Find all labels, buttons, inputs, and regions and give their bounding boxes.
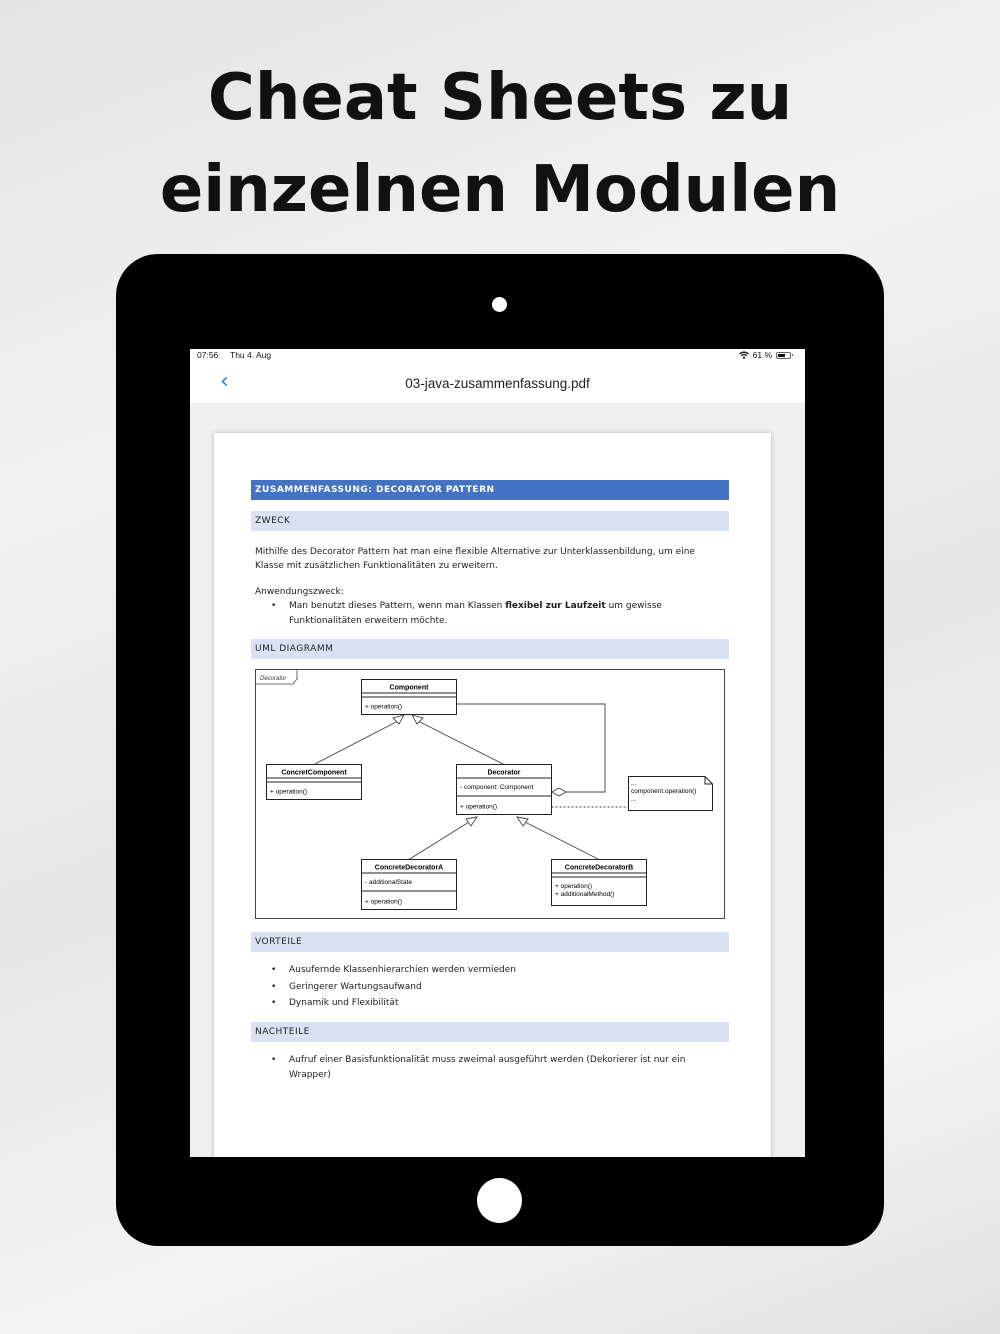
anwendung-item xyxy=(251,599,729,628)
home-button[interactable] xyxy=(477,1178,522,1223)
status-date: Thu 4. Aug xyxy=(230,350,272,360)
status-time: 07:56 xyxy=(197,350,219,360)
nav-bar xyxy=(190,363,805,403)
headline-line-2: einzelnen Modulen xyxy=(159,153,841,227)
nachteile-line-2: Wrapper) xyxy=(289,1069,331,1080)
uml-decorator-a-attrs: - additionalState xyxy=(365,879,412,886)
nachteile-item xyxy=(251,1053,729,1082)
heading-uml: UML DIAGRAMM xyxy=(251,639,729,659)
uml-class-decorator-b xyxy=(552,860,647,906)
zweck-line-2: Klasse mit zusätzlichen Funktionalitäten zu erweitern. xyxy=(255,561,498,571)
uml-component-ops: + operation() xyxy=(365,703,403,711)
uml-class-decorator xyxy=(457,765,552,815)
doc-title-bar: ZUSAMMENFASSUNG: DECORATOR PATTERN xyxy=(251,480,729,500)
tablet-frame xyxy=(116,254,884,1246)
pdf-page[interactable] xyxy=(214,433,771,1157)
battery-fill xyxy=(778,354,785,357)
heading-zweck: ZWECK xyxy=(251,511,729,531)
status-right xyxy=(739,350,791,360)
camera-dot xyxy=(492,297,507,312)
battery-icon xyxy=(776,352,791,359)
headline xyxy=(0,52,1000,236)
uml-decorator-attrs: - component: Component xyxy=(460,784,534,791)
status-bar xyxy=(190,349,805,363)
uml-decorator-name: Decorator xyxy=(487,769,521,777)
uml-class-decorator-a xyxy=(362,860,457,910)
vorteile-item: • Geringerer Wartungsaufwand xyxy=(251,980,729,995)
uml-diagram xyxy=(255,669,725,919)
uml-note xyxy=(629,777,713,811)
uml-decorator-b-name: ConcreteDecoratorB xyxy=(564,864,634,872)
zweck-line-1: Mithilfe des Decorator Pattern hat man eine flexible Alternative zur Unterklassenbildung, um eine xyxy=(255,547,695,557)
nachteile-list xyxy=(251,1053,729,1084)
uml-decorator-b-ops-2: + additionalMethod() xyxy=(555,891,615,898)
uml-decorator-a-name: ConcreteDecoratorA xyxy=(374,864,444,872)
uml-concrete-component-name: ConcretComponent xyxy=(281,769,347,777)
anwendung-pre: Man benutzt dieses Pattern, wenn man Klassen xyxy=(289,601,506,611)
uml-decorator-a-ops: + operation() xyxy=(365,898,403,906)
heading-vorteile: VORTEILE xyxy=(251,932,729,952)
uml-note-dots-2: ... xyxy=(631,797,637,803)
uml-decorator-b-ops-1: + operation() xyxy=(555,883,593,890)
anwendung-bold: flexibel zur Laufzeit xyxy=(505,601,606,611)
uml-note-text: component.operation() xyxy=(631,788,697,795)
vorteile-item: • Ausufernde Klassenhierarchien werden vermieden xyxy=(251,963,729,978)
anwendung-line-2: Funktionalitäten erweitern möchte. xyxy=(289,615,448,626)
uml-class-component xyxy=(362,680,457,715)
headline-line-1: Cheat Sheets zu xyxy=(207,61,793,135)
uml-concrete-component-ops: + operation() xyxy=(270,788,308,796)
anwendung-list xyxy=(251,599,729,630)
battery-percent: 61 % xyxy=(752,350,772,360)
zweck-text xyxy=(251,545,729,573)
anwendung-post: um gewisse xyxy=(605,601,662,611)
uml-component-name: Component xyxy=(389,684,429,692)
wifi-icon xyxy=(739,351,749,359)
uml-decorator-ops: + operation() xyxy=(460,803,498,811)
chevron-left-icon[interactable]: ‹ xyxy=(220,369,229,394)
document-title: 03-java-zusammenfassung.pdf xyxy=(405,376,590,391)
nachteile-line-1: Aufruf einer Basisfunktionalität muss zweimal ausgeführt werden (Dekorierer ist nur ein xyxy=(289,1055,686,1065)
uml-frame-label: Decorator xyxy=(260,676,287,682)
uml-note-dots-1: ... xyxy=(631,781,637,787)
vorteile-list xyxy=(251,963,729,1013)
anwendung-label: Anwendungszweck: xyxy=(255,587,344,597)
vorteile-item: • Dynamik und Flexibilität xyxy=(251,996,729,1011)
uml-class-concrete-component xyxy=(267,765,362,800)
heading-nachteile: NACHTEILE xyxy=(251,1022,729,1042)
tablet-screen xyxy=(190,349,805,1157)
